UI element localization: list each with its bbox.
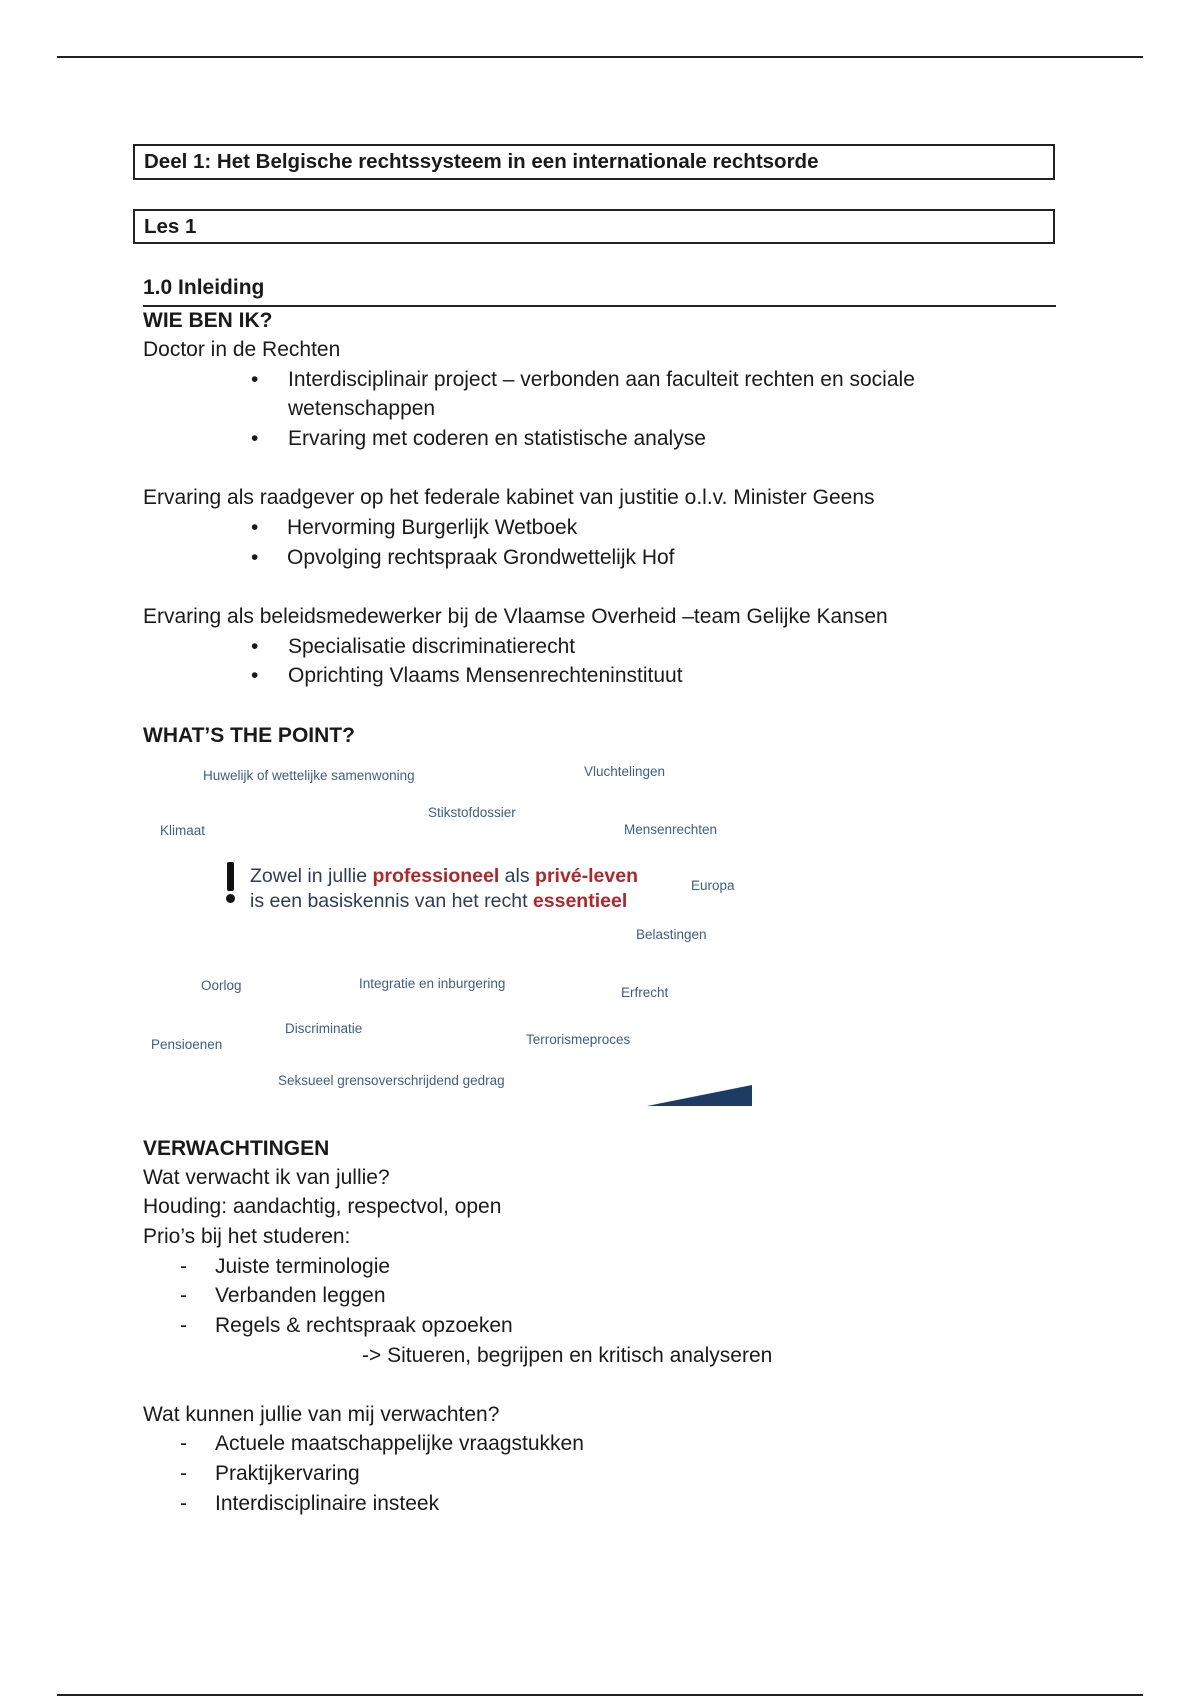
cloud-word: Pensioenen <box>151 1037 223 1052</box>
priorities-line: Prio’s bij het studeren: <box>143 1225 351 1248</box>
lesson-title-box <box>133 209 1055 244</box>
heading-whats-the-point: WHAT’S THE POINT? <box>143 724 355 747</box>
cloud-word: Oorlog <box>201 978 242 993</box>
section-title: 1.0 Inleiding <box>143 276 265 299</box>
paragraph: Ervaring als raadgever op het federale kabinet van justitie o.l.v. Minister Geens <box>143 486 875 509</box>
bullet-icon: • <box>251 546 259 569</box>
lesson-title: Les 1 <box>144 214 197 238</box>
arrow-line: -> Situeren, begrijpen en kritisch analyseren <box>362 1344 773 1367</box>
word-cloud-slide <box>143 750 752 1106</box>
attitude-line: Houding: aandachtig, respectvol, open <box>143 1195 502 1218</box>
cloud-word: Klimaat <box>160 823 206 838</box>
cloud-word: Seksueel grensoverschrijdend gedrag <box>278 1073 505 1088</box>
list-item-text: Opvolging rechtspraak Grondwettelijk Hof <box>287 546 675 569</box>
list-item-text: Hervorming Burgerlijk Wetboek <box>287 516 578 539</box>
key-message-line-2 <box>250 890 627 913</box>
question-line: Wat kunnen jullie van mij verwachten? <box>143 1403 500 1426</box>
heading-verwachtingen: VERWACHTINGEN <box>143 1137 330 1160</box>
section-rule <box>143 305 1056 307</box>
paragraph: Ervaring als beleidsmedewerker bij de Vlaamse Overheid –team Gelijke Kansen <box>143 605 888 628</box>
message-text: als <box>499 865 536 887</box>
cloud-word: Belastingen <box>636 927 707 942</box>
list-item-text: Praktijkervaring <box>215 1462 360 1485</box>
cloud-word: Erfrecht <box>621 985 669 1000</box>
cloud-word: Integratie en inburgering <box>359 976 506 991</box>
dash-icon: - <box>180 1432 187 1455</box>
cloud-word: Terrorismeproces <box>526 1032 631 1047</box>
message-highlight: professioneel <box>372 865 500 887</box>
exclamation-icon <box>226 862 235 900</box>
question-line: Wat verwacht ik van jullie? <box>143 1166 390 1189</box>
bullet-icon: • <box>251 664 259 687</box>
cloud-word: Discriminatie <box>285 1021 363 1036</box>
list-item-text: Interdisciplinair project – verbonden aan faculteit rechten en sociale <box>288 368 915 391</box>
dash-icon: - <box>180 1314 187 1337</box>
list-item-text: Specialisatie discriminatierecht <box>288 635 576 658</box>
list-item-text: Regels & rechtspraak opzoeken <box>215 1314 513 1337</box>
slide-corner-decoration <box>647 1085 752 1106</box>
cloud-word: Vluchtelingen <box>584 764 666 779</box>
part-title: Deel 1: Het Belgische rechtssysteem in een internationale rechtsorde <box>144 150 819 173</box>
cloud-word: Huwelijk of wettelijke samenwoning <box>203 768 415 783</box>
bullet-icon: • <box>251 635 259 658</box>
intro-line: Doctor in de Rechten <box>143 338 341 361</box>
cloud-word: Mensenrechten <box>624 822 718 837</box>
bullet-icon: • <box>251 516 259 539</box>
heading-wie-ben-ik: WIE BEN IK? <box>143 309 273 332</box>
dash-icon: - <box>180 1284 187 1307</box>
key-message-line-1 <box>250 865 638 888</box>
footer-rule <box>57 1694 1143 1696</box>
cloud-word: Stikstofdossier <box>428 805 516 820</box>
part-title-box <box>133 144 1055 180</box>
header-rule <box>57 56 1143 58</box>
list-item-text: Oprichting Vlaams Mensenrechteninstituut <box>288 664 683 687</box>
cloud-word: Europa <box>691 878 735 893</box>
list-item-text: Juiste terminologie <box>215 1255 391 1278</box>
list-item-text: wetenschappen <box>288 397 436 420</box>
list-item-text: Interdisciplinaire insteek <box>215 1492 440 1515</box>
list-item-text: Ervaring met coderen en statistische analyse <box>288 427 706 450</box>
message-highlight: essentieel <box>532 890 628 912</box>
list-item-text: Actuele maatschappelijke vraagstukken <box>215 1432 584 1455</box>
message-text: Zowel in jullie <box>250 865 373 887</box>
dash-icon: - <box>180 1462 187 1485</box>
list-item-text: Verbanden leggen <box>215 1284 386 1307</box>
message-text: is een basiskennis van het recht <box>250 890 533 912</box>
bullet-icon: • <box>251 427 259 450</box>
message-highlight: privé-leven <box>535 865 638 887</box>
bullet-icon: • <box>251 368 259 391</box>
dash-icon: - <box>180 1255 187 1278</box>
dash-icon: - <box>180 1492 187 1515</box>
